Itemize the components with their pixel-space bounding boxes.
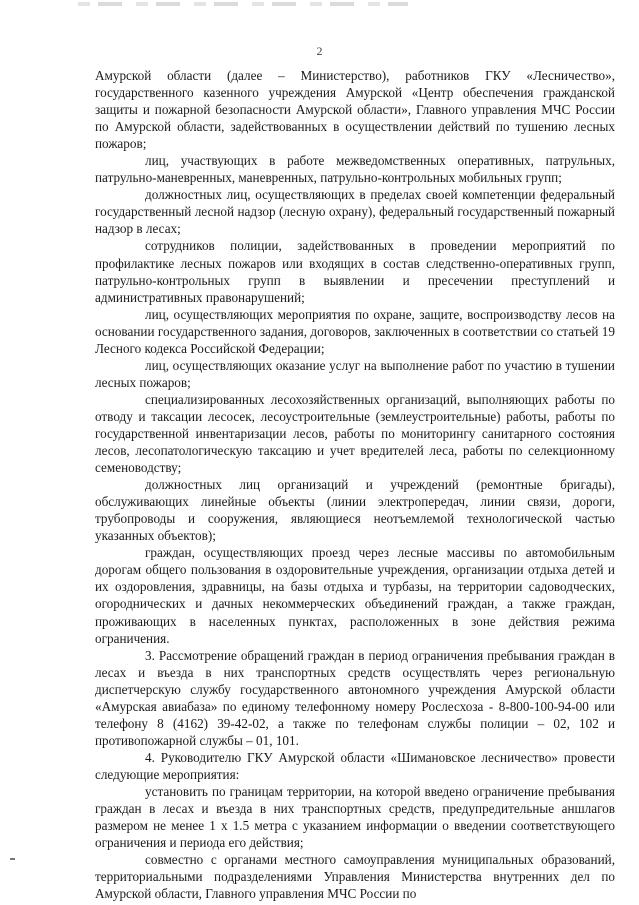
document-body [95, 67, 615, 902]
paragraph: лиц, осуществляющих оказание услуг на выполнение работ по участию в тушении лесных пожаров; [95, 357, 615, 390]
paragraph: совместно с органами местного самоуправления муниципальных образований, территориальными подразделениями Управления Министерства внутренних дел по Амурской области, Главного управления МЧС России по [95, 852, 615, 902]
scan-margin-mark [10, 858, 15, 860]
paragraph: 3. Рассмотрение обращений граждан в период ограничения пребывания граждан в лесах и въезда в них транспортных средств осуществлять через региональную диспетчерскую службу государственного автономного учреждения Амурской области «Амурская авиабаза» по единому телефонному номеру Рослесхоза - 8-800-100-94-00 или телефону 8 (4162) 39-42-02, а также по телефонам службы полиции – 02, 102 и противопожарной службы – 01, 101. [95, 647, 615, 748]
paragraph: Амурской области (далее – Министерство), работников ГКУ «Лесничество», государственного казенного учреждения Амурской «Центр обеспечения гражданской защиты и пожарной безопасности Амурской области», Главного управления МЧС России по Амурской области, задействованных в осуществлении действий по тушению лесных пожаров; [95, 68, 615, 152]
paragraph: установить по границам территории, на которой введено ограничение пребывания граждан в лесах и въезда в них транспортных средств, предупредительные аншлагов размером не менее 1 х 1.5 метра с указанием информации о введении соответствующего ограничения и периода его действия; [95, 783, 615, 851]
page-number: 2 [316, 44, 323, 58]
paragraph: лиц, осуществляющих мероприятия по охране, защите, воспроизводству лесов на основании государственного задания, договоров, заключенных в соответствии со статьей 19 Лесного кодекса Российской Федерации; [95, 306, 615, 356]
paragraph: граждан, осуществляющих проезд через лесные массивы по автомобильным дорогам общего пользования в оздоровительные учреждения, организации отдыха детей и их оздоровления, здравницы, на базы отдыха и турбазы, на территории садоводческих, огороднических и дачных некоммерческих объединений граждан, а также граждан, проживающих в населенных пунктах, расположенных в зоне действия режима ограничения. [95, 545, 615, 646]
paragraph: лиц, участвующих в работе межведомственных оперативных, патрульных, патрульно-маневренных, маневренных, патрульно-контрольных мобильных групп; [95, 153, 615, 186]
paragraph: должностных лиц, осуществляющих в пределах своей компетенции федеральный государственный лесной надзор (лесную охрану), федеральный государственный пожарный надзор в лесах; [95, 187, 615, 237]
scan-artifact [78, 2, 408, 6]
paragraph: должностных лиц организаций и учреждений (ремонтные бригады), обслуживающих линейные объекты (линии электропередач, линии связи, дороги, трубопроводы и сооружения, являющиеся неотъемлемой технологической частью указанных объектов); [95, 477, 615, 544]
paragraph: сотрудников полиции, задействованных в проведении мероприятий по профилактике лесных пожаров или входящих в состав следственно-оперативных групп, патрульно-контрольных групп в выявлении и пресечении преступлений и административных правонарушений; [95, 238, 615, 305]
paragraph: 4. Руководителю ГКУ Амурской области «Шимановское лесничество» провести следующие мероприятия: [95, 749, 615, 782]
paragraph: специализированных лесохозяйственных организаций, выполняющих работы по отводу и таксации лесосек, лесоустроительные (землеустроительные) работы, работы по государственной инвентаризации лесов, работы по мониторингу санитарного состояния лесов, лесопатологическую таксацию и учет вредителей леса, работы по селекционному семеноводству; [95, 391, 615, 476]
